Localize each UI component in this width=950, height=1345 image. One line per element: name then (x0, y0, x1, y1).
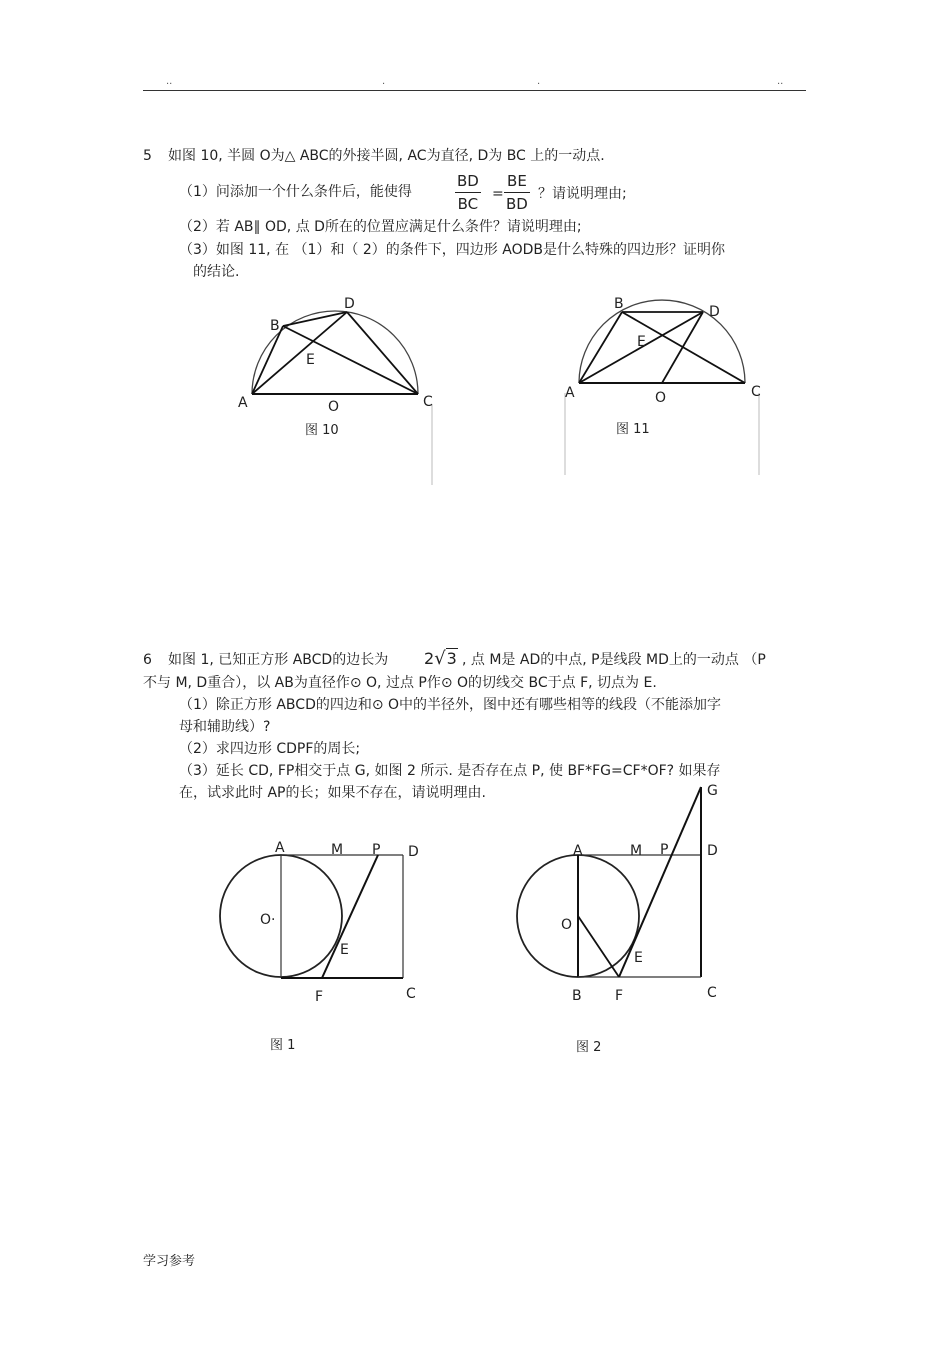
line-gf (619, 787, 701, 977)
label-o: O (655, 390, 667, 406)
question-text: 如图 10, 半圆 O为△ ABC的外接半圆, AC为直径, D为 BC 上的一动点. (168, 148, 605, 164)
tangent-pf (322, 855, 378, 978)
label-a: A (565, 385, 575, 401)
question-number: 6 (143, 652, 152, 668)
figure-caption: 图 11 (616, 422, 650, 437)
label-b: B (270, 318, 280, 334)
part-3-text-cont: 在，试求此时 AP的长；如果不存在，请说明理由. (179, 785, 486, 801)
question-number: 5 (143, 148, 152, 164)
label-g: G (707, 783, 718, 799)
figure-caption: 图 2 (576, 1040, 602, 1055)
fraction-bar (455, 192, 481, 193)
label-o: O· (260, 912, 276, 928)
label-a: A (238, 395, 248, 411)
fraction-numerator: BE (507, 172, 527, 190)
label-c: C (423, 394, 433, 410)
part-2-text: （2）若 AB∥ OD, 点 D所在的位置应满足什么条件？请说明理由; (179, 219, 582, 235)
part-3-text: （3）延长 CD, FP相交于点 G, 如图 2 所示. 是否存在点 P, 使 BF*FG=CF*OF? 如果存 (179, 763, 721, 779)
segment-od (662, 312, 703, 383)
segment-bc (283, 326, 418, 394)
figure-11 (555, 290, 770, 480)
label-d: D (709, 304, 720, 320)
label-o: O (561, 917, 573, 933)
label-p: P (660, 842, 669, 858)
segment-ab (579, 312, 622, 383)
figure-1 (210, 835, 425, 1010)
fraction-bar (504, 192, 530, 193)
label-m: M (331, 842, 344, 858)
part-1-text: （1）除正方形 ABCD的四边和⊙ O中的半径外，图中还有哪些相等的线段（不能添加字 (179, 697, 722, 713)
part-1-tail: ？请说明理由; (538, 186, 627, 202)
figure-caption: 图 10 (305, 423, 339, 438)
fraction-numerator: BD (457, 172, 479, 190)
equals-sign: = (492, 186, 504, 202)
label-f: F (615, 988, 624, 1004)
label-e: E (306, 352, 315, 368)
label-o: O (328, 399, 340, 415)
segment-of (578, 916, 619, 977)
question-text-cont: , 点 M是 AD的中点, P是线段 MD上的一动点 （P (462, 652, 766, 668)
label-b: B (614, 296, 624, 312)
label-e: E (340, 942, 349, 958)
segment-ab (252, 326, 283, 394)
sqrt-icon: √ (434, 648, 446, 669)
fraction-be-bd (504, 172, 530, 213)
question-text: 如图 1, 已知正方形 ABCD的边长为 (168, 652, 389, 668)
label-e: E (637, 334, 646, 350)
root-coefficient: 2 (424, 649, 435, 668)
header-mark: .. (166, 76, 173, 87)
part-2-text: （2）求四边形 CDPF的周长; (179, 741, 361, 757)
footer-text: 学习参考 (143, 1254, 196, 1269)
label-a: A (573, 843, 583, 859)
label-c: C (707, 985, 717, 1001)
question-text-cont: 不与 M, D重合），以 AB为直径作⊙ O, 过点 P作⊙ O的切线交 BC于点 F, 切点为 E. (143, 675, 657, 691)
label-a: A (275, 840, 285, 856)
label-b: B (572, 988, 582, 1004)
label-f: F (315, 989, 324, 1005)
part-3-text-cont: 的结论. (193, 264, 240, 280)
label-d: D (707, 843, 718, 859)
part-1-text-cont: 母和辅助线）? (179, 719, 271, 735)
figure-caption: 图 1 (270, 1038, 296, 1053)
fraction-denominator: BD (506, 195, 528, 213)
label-m: M (630, 843, 643, 859)
label-c: C (406, 986, 416, 1002)
root-radicand: 3 (446, 649, 457, 668)
header-mark: . (537, 76, 541, 87)
fraction-denominator: BC (457, 195, 479, 213)
root-expression (424, 648, 458, 669)
header-mark: . (382, 76, 386, 87)
label-e: E (634, 950, 643, 966)
label-d: D (344, 296, 355, 312)
figure-2 (505, 775, 730, 1010)
fraction-bd-bc (455, 172, 481, 213)
part-1-text: （1）问添加一个什么条件后，能使得 (179, 184, 412, 200)
label-p: P (372, 842, 381, 858)
label-d: D (408, 844, 419, 860)
header-rule (143, 90, 806, 91)
label-c: C (751, 384, 761, 400)
header-mark: .. (777, 76, 784, 87)
figure-10 (230, 290, 445, 490)
part-3-text: （3）如图 11, 在 （1）和（ 2）的条件下，四边形 AODB是什么特殊的四边形？证明你 (179, 242, 725, 258)
segment-ad (252, 312, 347, 394)
